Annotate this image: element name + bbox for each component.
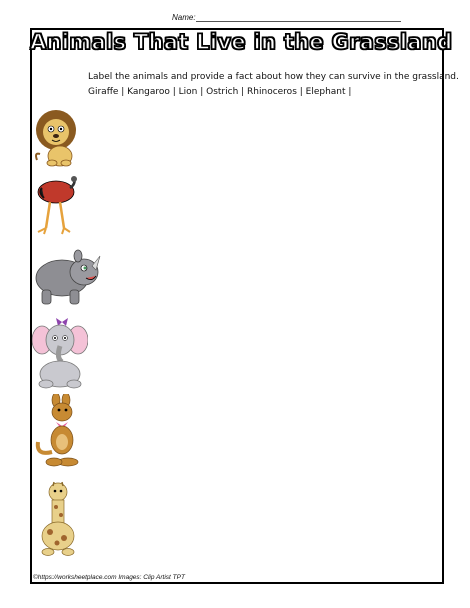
- footer-credit: ©https://worksheetplace.com Images: Clip Artist TPT: [33, 574, 185, 581]
- ostrich-icon: [32, 176, 82, 240]
- kangaroo-icon: [32, 394, 84, 468]
- name-label: Name:: [172, 13, 196, 22]
- page-title: Animals That Live in the Grassland: [30, 30, 453, 54]
- rhinoceros-icon: [32, 246, 102, 308]
- instructions-text: Label the animals and provide a fact about how they can survive in the grassland.: [88, 72, 459, 82]
- word-bank: Giraffe | Kangaroo | Lion | Ostrich | Rhinoceros | Elephant |: [88, 87, 352, 97]
- elephant-icon: [32, 316, 88, 390]
- giraffe-icon: [32, 480, 84, 560]
- lion-icon: [32, 104, 82, 168]
- name-line: [196, 21, 401, 22]
